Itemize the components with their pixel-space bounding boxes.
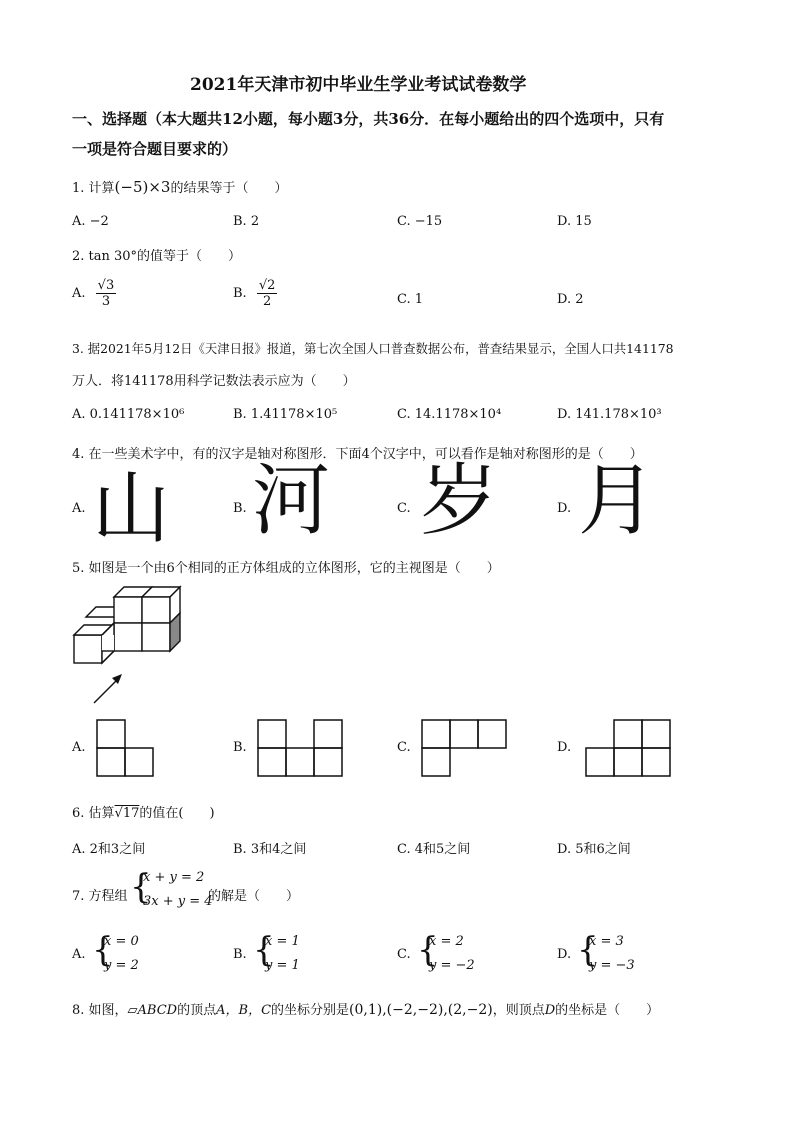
- question-5: 5. 如图是一个由6个相同的正方体组成的立体图形，它的主视图是（ ）: [72, 561, 500, 576]
- question-8: [72, 999, 659, 1018]
- q7-option-d-line2: y = −3: [589, 958, 635, 973]
- q7-option-b-label[interactable]: B.: [233, 947, 247, 962]
- q1-expr: (−5)×3: [114, 178, 171, 196]
- q7-option-c-brace: {: [417, 930, 439, 970]
- q7-option-b-line2: y = 1: [265, 958, 300, 973]
- q7-option-a-line2: y = 2: [104, 958, 139, 973]
- q8-text2: 的顶点: [177, 1003, 217, 1018]
- q2-a-label: A.: [72, 286, 86, 301]
- q7-option-a-brace: {: [92, 930, 114, 970]
- q7-eq1: x + y = 2: [143, 870, 205, 885]
- q2-option-c[interactable]: C. 1: [397, 292, 424, 307]
- q8-shape: ▱ABCD: [127, 1003, 178, 1018]
- q7-option-a-label[interactable]: A.: [72, 947, 86, 962]
- q1-suffix: 的结果等于（ ）: [170, 181, 288, 196]
- q8-text1: 8. 如图，: [72, 1003, 128, 1018]
- q8-coords: (0,1),(−2,−2),(2,−2): [349, 1002, 493, 1018]
- q3-option-a[interactable]: A. 0.141178×10⁶: [72, 407, 185, 422]
- question-6: [72, 802, 215, 821]
- question-2: 2. tan 30°的值等于（ ）: [72, 249, 242, 264]
- q5-label-c[interactable]: C.: [397, 740, 411, 755]
- question-3-line2: 万人．将141178用科学记数法表示应为（ ）: [72, 374, 356, 389]
- q4-label-b[interactable]: B.: [233, 501, 247, 516]
- q8-text4: ，则顶点: [492, 1003, 545, 1018]
- q5-label-b[interactable]: B.: [233, 740, 247, 755]
- q3-option-c[interactable]: C. 14.1178×10⁴: [397, 407, 502, 422]
- q4-label-d[interactable]: D.: [557, 501, 572, 516]
- section-header-line1: 一、选择题（本大题共12小题，每小题3分，共36分．在每小题给出的四个选项中，只有: [72, 110, 665, 128]
- q1-option-b[interactable]: B. 2: [233, 214, 260, 229]
- q8-text3: 的坐标分别是: [271, 1003, 350, 1018]
- q7-option-b-line1: x = 1: [265, 934, 300, 949]
- q7-option-c-label[interactable]: C.: [397, 947, 411, 962]
- section-header-line2: 一项是符合题目要求的）: [72, 140, 238, 158]
- q5-option-a-view[interactable]: [96, 719, 156, 777]
- q2-option-b[interactable]: [233, 278, 277, 309]
- q5-label-d[interactable]: D.: [557, 740, 572, 755]
- q2-a-fraction: [96, 278, 117, 309]
- q7-option-b-brace: {: [253, 930, 275, 970]
- q5-option-d-view[interactable]: [585, 719, 673, 777]
- q7-option-a-line1: x = 0: [104, 934, 139, 949]
- q6-prefix: 6. 估算: [72, 806, 115, 821]
- question-4: 4. 在一些美术字中，有的汉字是轴对称图形．下面4个汉字中，可以看作是轴对称图形的是（ ）: [72, 447, 643, 462]
- q1-option-c[interactable]: C. −15: [397, 214, 443, 229]
- q7-option-c-line2: y = −2: [429, 958, 475, 973]
- q8-point-d: D: [544, 1003, 556, 1018]
- q5-cube-figure: [70, 585, 190, 710]
- q3-option-b[interactable]: B. 1.41178×10⁵: [233, 407, 338, 422]
- q1-option-a[interactable]: A. −2: [72, 214, 109, 229]
- q5-option-c-view[interactable]: [421, 719, 509, 777]
- q8-points: A，B，C: [216, 1003, 272, 1018]
- q4-label-a[interactable]: A.: [72, 501, 86, 516]
- q1-prefix: 1. 计算: [72, 181, 115, 196]
- q7-brace: {: [130, 867, 152, 907]
- q2-a-den: 3: [101, 294, 111, 309]
- q4-label-c[interactable]: C.: [397, 501, 411, 516]
- q6-radical: √17: [114, 806, 140, 821]
- q5-label-a[interactable]: A.: [72, 740, 86, 755]
- q5-option-b-view[interactable]: [257, 719, 345, 777]
- q4-char-c: 岁: [420, 456, 499, 546]
- q7-eq2: 3x + y = 4: [143, 894, 213, 909]
- q2-b-label: B.: [233, 286, 247, 301]
- page-title: 2021年天津市初中毕业生学业考试试卷数学: [190, 75, 527, 95]
- q6-suffix: 的值在( ): [139, 806, 215, 821]
- q7-prefix: 7. 方程组: [72, 889, 128, 904]
- q2-b-fraction: [257, 278, 278, 309]
- q7-option-d-line1: x = 3: [589, 934, 624, 949]
- q7-option-d-label[interactable]: D.: [557, 947, 572, 962]
- q6-option-b[interactable]: B. 3和4之间: [233, 842, 307, 857]
- q4-char-b: 河: [252, 456, 331, 546]
- q8-text5: 的坐标是（ ）: [555, 1003, 660, 1018]
- q2-a-num: √3: [97, 278, 115, 293]
- q7-suffix: 的解是（ ）: [208, 889, 300, 904]
- q1-option-d[interactable]: D. 15: [557, 214, 592, 229]
- q6-option-c[interactable]: C. 4和5之间: [397, 842, 471, 857]
- q4-char-a: 山: [92, 464, 171, 554]
- q6-option-d[interactable]: D. 5和6之间: [557, 842, 631, 857]
- q4-char-d: 月: [578, 456, 657, 546]
- q3-option-d[interactable]: D. 141.178×10³: [557, 407, 662, 422]
- question-3-line1: 3. 据2021年5月12日《天津日报》报道，第七次全国人口普查数据公布，普查结果显示，全国人口共141178: [72, 341, 674, 356]
- q2-option-a[interactable]: [72, 278, 116, 309]
- q7-option-d-brace: {: [577, 930, 599, 970]
- q2-b-den: 2: [262, 294, 272, 309]
- q6-option-a[interactable]: A. 2和3之间: [72, 842, 146, 857]
- question-1: [72, 177, 288, 196]
- q2-option-d[interactable]: D. 2: [557, 292, 584, 307]
- q2-b-num: √2: [258, 278, 276, 293]
- q7-option-c-line1: x = 2: [429, 934, 464, 949]
